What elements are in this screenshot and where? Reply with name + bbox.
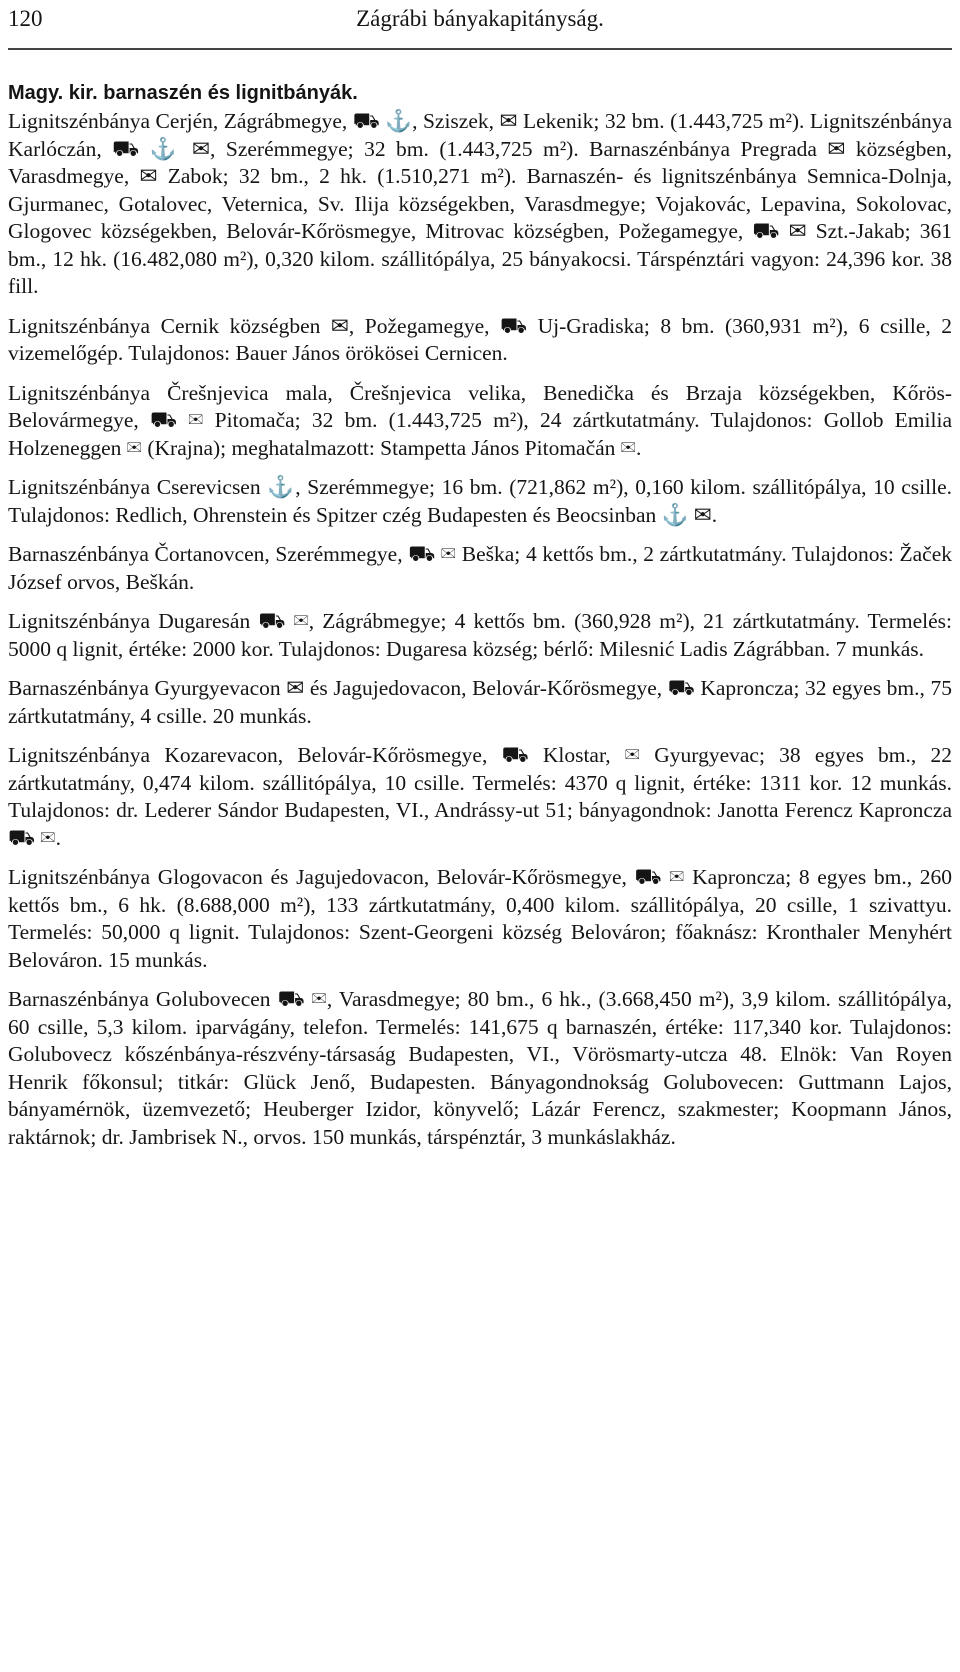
entry-paragraph: Barnaszénbánya Gyurgyevacon ✉ és Jagujedovacon, Belovár-Kőrösmegye, ⛟ Kaproncza; 32 egyes bm., 75 zártkutatmány, 4 csille. 20 munkás. [8, 676, 952, 728]
entry-paragraph: Lignitszénbánya Dugaresán ⛟ ✉, Zágrábmegye; 4 kettős bm. (360,928 m²), 21 zártkutatmány. Termelés: 5000 q lignit, értéke: 2000 kor. Tulajdonos: Dugaresa község; bérlő: Milesnić Ladis Zágrábban. 7 munkás. [8, 609, 952, 661]
entry-paragraph: Lignitszénbánya Cernik községben ✉, Požegamegye, ⛟ Uj-Gradiska; 8 bm. (360,931 m²), 6 csille, 2 vizemelőgép. Tulajdonos: Bauer János örökösei Cernicen. [8, 313, 952, 365]
page-number: 120 [8, 6, 43, 31]
entry-paragraph: Lignitszénbánya Črešnjevica mala, Črešnjevica velika, Benedička és Brzaja községekben, Kőrös-Belovármegye, ⛟ ✉ Pitomača; 32 bm. (1.443,725 m²), 24 zártkutatmány. Tulajdonos: Gollob Emilia Holzeneggen ✉ (Krajna); meghatalmazott: Stampetta János Pitomačán ✉. [8, 380, 952, 460]
entry-paragraph: Lignitszénbánya Cserevicsen ⚓, Szerémmegye; 16 bm. (721,862 m²), 0,160 kilom. szállitópálya, 10 csille. Tulajdonos: Redlich, Ohrenstein és Spitzer czég Budapesten és Beocsinban ⚓ ✉. [8, 475, 952, 527]
page [8, 0, 952, 1151]
entry-paragraph: Lignitszénbánya Cerjén, Zágrábmegye, ⛟ ⚓, Sziszek, ✉ Lekenik; 32 bm. (1.443,725 m²). Lignitszénbánya Karlóczán, ⛟ ⚓ ✉, Szerémmegye; 32 bm. (1.443,725 m²). Barnaszénbánya Pregrada ✉ községben, Varasdmegye, ✉ Zabok; 32 bm., 2 hk. (1.510,271 m²). Barnaszén- és lignitszénbánya Semnica-Dolnja, Gjurmanec, Gotalovec, Veternica, Sv. Ilija községekben, Varasdmegye; Vojakovác, Lepavina, Sokolovac, Glogovec községekben, Belovár-Kőrösmegye, Mitrovac községben, Požegamegye, ⛟ ✉ Szt.-Jakab; 361 bm., 12 hk. (16.482,080 m²), 0,320 kilom. szállitópálya, 25 bányakocsi. Társpénztári vagyon: 24,396 kor. 38 fill. [8, 109, 952, 298]
entry-paragraph: Barnaszénbánya Čortanovcen, Szerémmegye, ⛟ ✉ Beška; 4 kettős bm., 2 zártkutatmány. Tulajdonos: Žaček József orvos, Beškán. [8, 542, 952, 594]
running-title: Zágrábi bányakapitányság. [356, 6, 604, 31]
page-header [8, 0, 952, 50]
entry-paragraph: Lignitszénbánya Kozarevacon, Belovár-Kőrösmegye, ⛟ Klostar, ✉ Gyurgyevac; 38 egyes bm., 22 zártkutatmány, 0,474 kilom. szállitópálya, 10 csille. Termelés: 4370 q lignit, értéke: 1311 kor. 12 munkás. Tulajdonos: dr. Lederer Sándor Budapesten, VI., Andrássy-ut 51; bányagondnok: Janotta Ferencz Kaproncza ⛟ ✉. [8, 743, 952, 850]
entry-paragraph: Barnaszénbánya Golubovecen ⛟ ✉, Varasdmegye; 80 bm., 6 hk., (3.668,450 m²), 3,9 kilom. szállitópálya, 60 csille, 5,3 kilom. iparvágány, telefon. Termelés: 141,675 q barnaszén, értéke: 117,340 kor. Tulajdonos: Golubovecz kőszénbánya-részvény-társaság Budapesten, VI., Vörösmarty-utcza 48. Elnök: Van Royen Henrik főkonsul; titkár: Glück Jenő, Budapesten. Bányagondnokság Golubovecen: Guttmann Lajos, bányamérnök, üzemvezető; Heuberger Izidor, könyvelő; Lázár Ferencz, szakmester; Koopmann János, raktárnok; dr. Jambrisek N., orvos. 150 munkás, társpénztár, 3 munkáslakház. [8, 987, 952, 1149]
section-title: Magy. kir. barnaszén és lignitbányák. [8, 82, 358, 104]
entry-paragraph: Lignitszénbánya Glogovacon és Jagujedovacon, Belovár-Kőrösmegye, ⛟ ✉ Kaproncza; 8 egyes bm., 260 kettős bm., 6 hk. (8.688,000 m²), 133 zártkutatmány, 0,400 kilom. szállitópálya, 20 csille, 1 szivattyu. Termelés: 50,000 q lignit. Tulajdonos: Szent-Georgeni község Belováron; főaknász: Kronthaler Menyhért Belováron. 15 munkás. [8, 865, 952, 972]
